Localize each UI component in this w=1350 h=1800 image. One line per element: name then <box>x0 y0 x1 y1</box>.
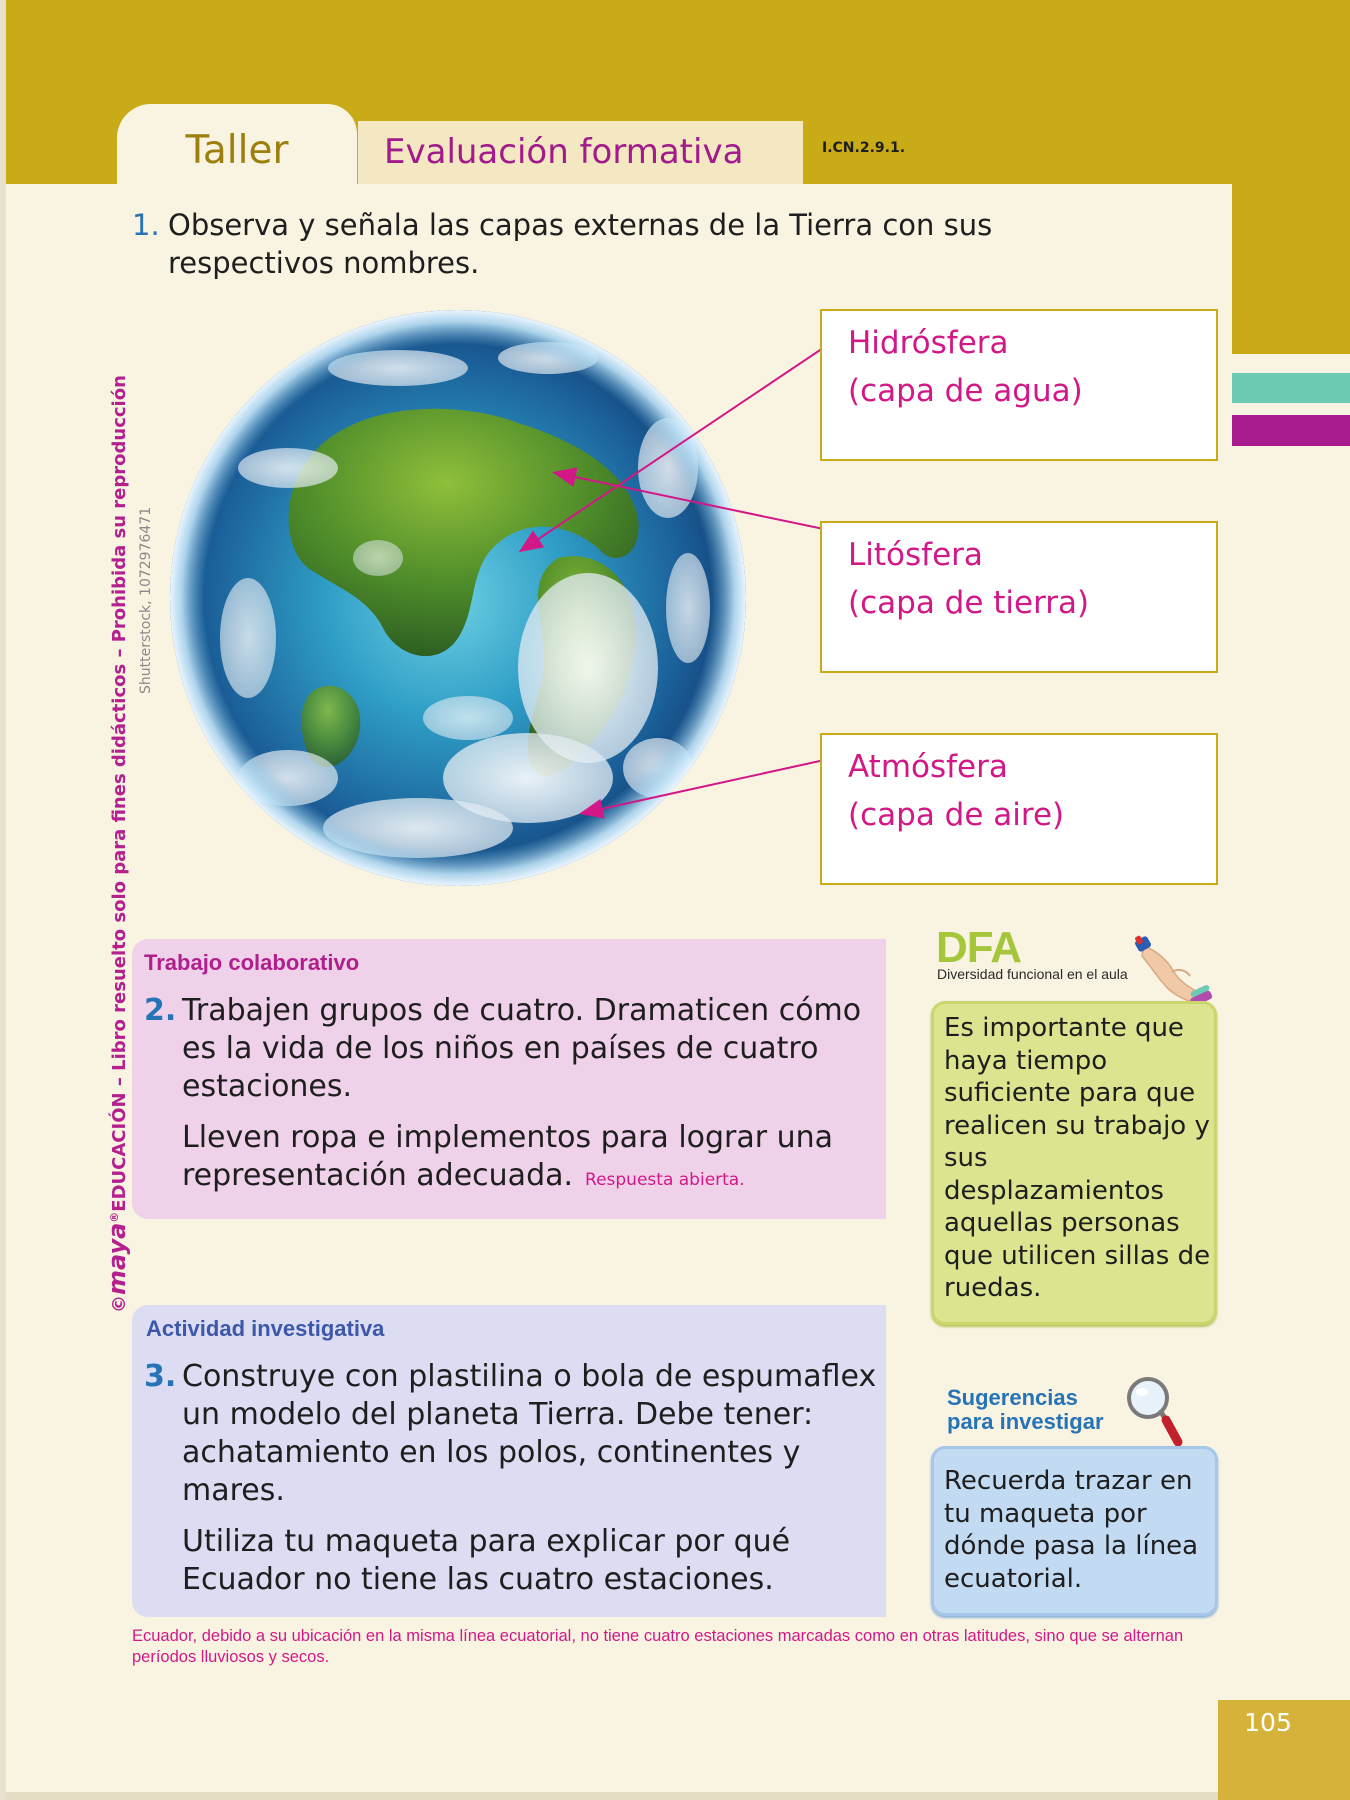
dfa-text: Es importante que haya tiempo suficiente para que realicen su trabajo y sus desplazamientos aquellas personas que utilicen sillas de ruedas. <box>944 1013 1211 1303</box>
collaborative-title: Trabajo colaborativo <box>144 950 360 975</box>
brand-logo: maya <box>103 1222 131 1295</box>
investigative-title: Actividad investigativa <box>146 1316 385 1341</box>
right-margin-band <box>1232 184 1350 354</box>
q1-verb-senala: señala <box>324 208 420 242</box>
question-1-number: 1. <box>132 208 160 242</box>
taller-title: Taller <box>185 128 289 173</box>
q2-verb-lleven: Lleven <box>182 1120 281 1155</box>
answer-litosfera-desc: (capa de tierra) <box>848 585 1090 621</box>
q3-verb-construye: Construye <box>182 1359 336 1394</box>
copyright-symbol: © <box>109 1295 130 1313</box>
answer-atmosfera-name: Atmósfera <box>848 749 1008 785</box>
copyright-notice <box>103 375 131 1313</box>
suggestions-body: trazar en tu maqueta por dónde pasa la línea ecuatorial. <box>944 1466 1199 1594</box>
indicator-code: I.CN.2.9.1. <box>822 140 906 156</box>
image-credit: Shutterstock, 1072976471 <box>138 506 154 694</box>
q2-answer: Respuesta abierta. <box>585 1170 745 1190</box>
q3-paragraph-1 <box>182 1358 884 1510</box>
question-1-text <box>132 206 1062 282</box>
question-3 <box>144 1358 884 1612</box>
answer-box-litosfera[interactable] <box>820 521 1218 673</box>
evaluation-title: Evaluación formativa <box>384 132 744 172</box>
answer-hidrosfera-desc: (capa de agua) <box>848 373 1083 409</box>
question-1 <box>132 206 1062 282</box>
hand-icon <box>1132 928 1212 1012</box>
q2-verb-trabajen: Trabajen <box>182 993 310 1028</box>
answer-litosfera-name: Litósfera <box>848 537 983 573</box>
answer-box-hidrosfera[interactable] <box>820 309 1218 461</box>
suggestions-verb: Recuerda <box>944 1466 1067 1496</box>
q2-paragraph-1 <box>182 992 884 1106</box>
q3-text-2: tu maqueta para explicar por qué Ecuador no tiene las cuatro estaciones. <box>182 1524 791 1597</box>
q3-text-1: con plastilina o bola de espumaflex un modelo del planeta Tierra. Debe tener: achatamiento en los polos, continentes y mares. <box>182 1359 877 1508</box>
q2-text-3: ropa e implementos para lograr una representación adecuada. <box>182 1120 834 1193</box>
q2-text-2: cómo es la vida de los niños en países de cuatro estaciones. <box>182 993 862 1104</box>
suggestions-title <box>947 1386 1104 1434</box>
q2-paragraph-2 <box>182 1119 884 1199</box>
teal-stripe <box>1232 373 1350 403</box>
answer-atmosfera-desc: (capa de aire) <box>848 797 1065 833</box>
suggestions-text <box>944 1465 1212 1595</box>
earth-globe-image <box>168 308 748 888</box>
suggestions-title-line-1: Sugerencias <box>947 1385 1078 1410</box>
q2-text-1: grupos de cuatro. <box>319 993 585 1028</box>
page-number: 105 <box>1244 1708 1292 1737</box>
answer-box-atmosfera[interactable] <box>820 733 1218 885</box>
q1-verb-observa: Observa <box>168 208 290 242</box>
answer-hidrosfera-name: Hidrósfera <box>848 325 1009 361</box>
page-left-edge <box>0 0 6 1800</box>
magenta-stripe <box>1232 415 1350 446</box>
bottom-strip <box>6 1792 1218 1800</box>
q3-paragraph-2 <box>182 1523 884 1599</box>
q3-verb-utiliza: Utiliza <box>182 1524 275 1559</box>
question-2 <box>144 992 884 1212</box>
question-2-number: 2. <box>144 993 177 1028</box>
q3-answer: Ecuador, debido a su ubicación en la misma línea ecuatorial, no tiene cuatro estaciones marcadas como en otras latitudes, sino que se alternan períodos lluviosos y secos. <box>132 1627 1184 1666</box>
dfa-subtitle: Diversidad funcional en el aula <box>937 966 1128 982</box>
dfa-title: DFA <box>936 923 1021 972</box>
suggestions-title-line-2: para investigar <box>947 1409 1104 1434</box>
registered-mark: ® <box>108 1211 121 1223</box>
q2-verb-dramaticen: Dramaticen <box>593 993 770 1028</box>
q1-rest: las capas externas de la Tierra con sus respectivos nombres. <box>168 208 993 280</box>
earth-globe-graphic <box>168 308 748 888</box>
q1-connector: y <box>298 208 316 242</box>
copyright-text: EDUCACIÓN – Libro resuelto solo para fines didácticos – Prohibida su reproducción <box>109 375 130 1212</box>
question-3-number: 3. <box>144 1359 177 1394</box>
